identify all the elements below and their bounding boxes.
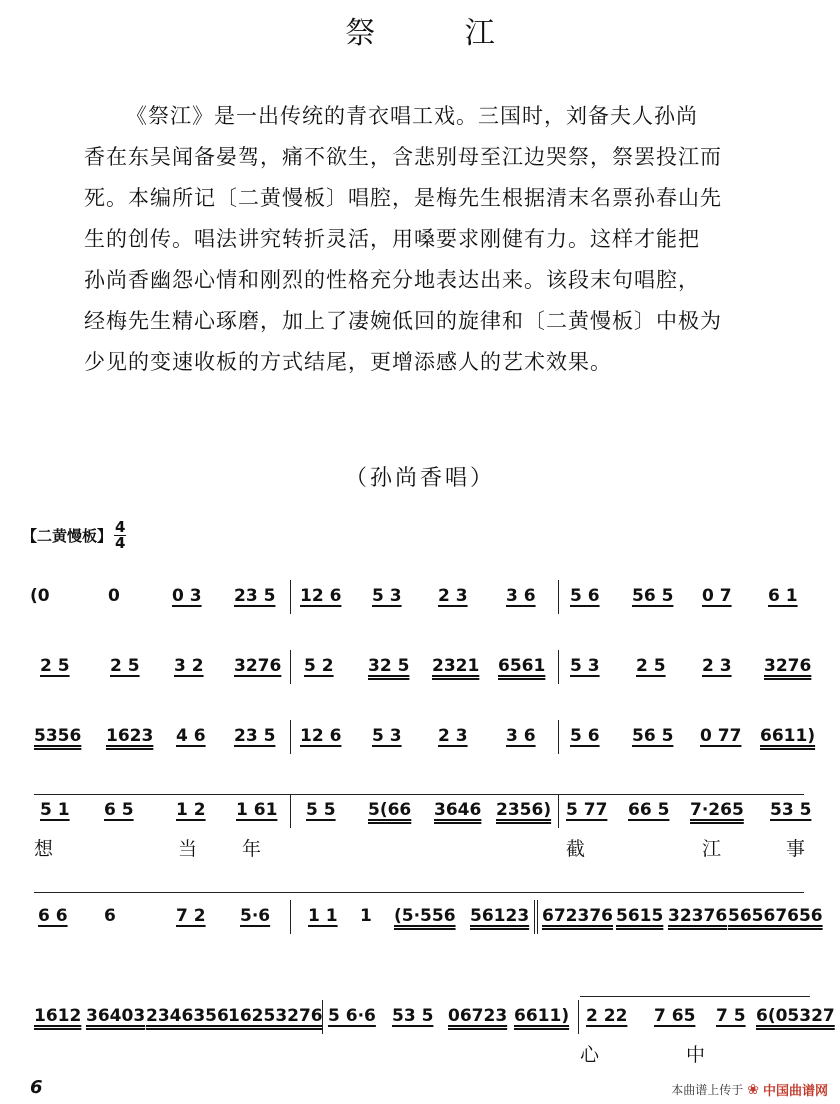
note-group: 5(66 — [368, 800, 412, 820]
lyric-char: 事 — [786, 838, 806, 860]
score-system-4 — [0, 790, 840, 860]
note-group: 2 22 — [586, 1006, 628, 1026]
lyric-char: 年 — [242, 838, 262, 860]
note-group: 2 3 — [438, 726, 468, 746]
lyric-char: 想 — [34, 838, 54, 860]
note-group: 6(05327 — [756, 1006, 835, 1026]
score-system-2 — [0, 646, 840, 716]
score-system-5 — [0, 896, 840, 966]
note-group: 2346356 — [146, 1006, 229, 1026]
note-group: 0 77 — [700, 726, 742, 746]
note-group: 6 1 — [768, 586, 798, 606]
banban-heading — [22, 517, 126, 552]
piece-title: 祭 江 — [345, 16, 535, 51]
lyric-char: 心 — [580, 1044, 600, 1066]
source-credit — [671, 1080, 828, 1099]
note-group: 2 5 — [110, 656, 140, 676]
note-group: 2 5 — [636, 656, 666, 676]
phrase-slur — [34, 794, 804, 795]
intro-line: 孙尚香幽怨心情和刚烈的性格充分地表达出来。该段末句唱腔， — [84, 268, 700, 292]
note-group: 6561 — [498, 656, 546, 676]
note-group: 23 5 — [234, 586, 276, 606]
barline — [290, 650, 291, 684]
barline — [290, 794, 291, 828]
meter-bottom: 4 — [115, 533, 126, 552]
note-group: 36403 — [86, 1006, 146, 1026]
note-group: 3276 — [234, 656, 282, 676]
site-logo-icon: ❀ — [747, 1081, 759, 1098]
lyric-char: 当 — [178, 838, 198, 860]
score-system-1 — [0, 576, 840, 646]
phrase-slur — [580, 996, 810, 997]
note-group: 7 2 — [176, 906, 206, 926]
note-group: 2 5 — [40, 656, 70, 676]
note-group: 5 3 — [570, 656, 600, 676]
note-group: 0 3 — [172, 586, 202, 606]
note-group: 16253276 — [228, 1006, 323, 1026]
barline — [534, 900, 535, 934]
phrase-slur — [34, 892, 804, 893]
note-group: 6 — [104, 906, 116, 926]
intro-line: 少见的变速收板的方式结尾，更增添感人的艺术效果。 — [84, 350, 612, 374]
note-group: 5 2 — [304, 656, 334, 676]
note-group: 5615 — [616, 906, 664, 926]
note-group: 6 6 — [38, 906, 68, 926]
note-group: 1 1 — [308, 906, 338, 926]
note-group: 56 5 — [632, 586, 674, 606]
note-group: 0 7 — [702, 586, 732, 606]
note-group: 1623 — [106, 726, 154, 746]
intro-line: 生的创传。唱法讲究转折灵活，用嗓要求刚健有力。这样才能把 — [84, 227, 700, 251]
note-group: 1612 — [34, 1006, 82, 1026]
page-number: 6 — [30, 1077, 43, 1098]
note-group: 4 6 — [176, 726, 206, 746]
barline — [322, 1000, 323, 1034]
note-group: 3276 — [764, 656, 812, 676]
note-group: 66 5 — [628, 800, 670, 820]
note-group: 6611) — [514, 1006, 570, 1026]
note-group: 2 3 — [702, 656, 732, 676]
note-group: (5·556 — [394, 906, 456, 926]
note-group: 0 — [108, 586, 120, 606]
barline — [558, 794, 559, 828]
intro-paragraph — [84, 96, 784, 383]
barline — [290, 580, 291, 614]
score-system-6 — [0, 996, 840, 1066]
note-group: 2321 — [432, 656, 480, 676]
time-signature — [114, 517, 126, 552]
barline — [290, 720, 291, 754]
note-group: 5 6·6 — [328, 1006, 376, 1026]
note-group: 7·265 — [690, 800, 744, 820]
barline — [578, 1000, 579, 1034]
note-group: 3 6 — [506, 586, 536, 606]
note-group: 53 5 — [770, 800, 812, 820]
note-group: 2 3 — [438, 586, 468, 606]
note-group: 5 5 — [306, 800, 336, 820]
note-group: 5 6 — [570, 726, 600, 746]
note-group: 6611) — [760, 726, 816, 746]
lyric-char: 中 — [686, 1044, 706, 1066]
note-group: 5356 — [34, 726, 82, 746]
banban-label: 【二黄慢板】 — [22, 526, 113, 545]
note-group: 5·6 — [240, 906, 271, 926]
note-group: 53 5 — [392, 1006, 434, 1026]
note-group: 12 6 — [300, 586, 342, 606]
note-group: 5 1 — [40, 800, 70, 820]
intro-line: 死。本编所记〔二黄慢板〕唱腔，是梅先生根据清末名票孙春山先 — [84, 186, 722, 210]
note-group: 1 61 — [236, 800, 278, 820]
note-group: 1 2 — [176, 800, 206, 820]
note-group: 5 77 — [566, 800, 608, 820]
note-group: 3646 — [434, 800, 482, 820]
note-group: 56 5 — [632, 726, 674, 746]
note-group: 7 65 — [654, 1006, 696, 1026]
intro-line: 《祭江》是一出传统的青衣唱工戏。三国时，刘备夫人孙尚 — [126, 104, 698, 128]
note-group: 23 5 — [234, 726, 276, 746]
note-group: 6 5 — [104, 800, 134, 820]
barline — [290, 900, 291, 934]
source-brand: 中国曲谱网 — [762, 1084, 828, 1099]
note-group: 5 6 — [570, 586, 600, 606]
source-prefix: 本曲谱上传于 — [671, 1083, 744, 1097]
lyric-char: 截 — [566, 838, 586, 860]
intro-line: 经梅先生精心琢磨，加上了凄婉低回的旋律和〔二黄慢板〕中极为 — [84, 309, 722, 333]
note-group: 32 5 — [368, 656, 410, 676]
note-group: 5 3 — [372, 586, 402, 606]
barline — [558, 720, 559, 754]
note-group: 32376 — [668, 906, 728, 926]
note-group: (0 — [30, 586, 50, 606]
note-group: 5 3 — [372, 726, 402, 746]
note-group: 2356) — [496, 800, 552, 820]
meter-top: 4 — [115, 517, 126, 536]
note-group: 7 5 — [716, 1006, 746, 1026]
note-group: 672376 — [542, 906, 613, 926]
note-group: 3 6 — [506, 726, 536, 746]
lyric-char: 江 — [702, 838, 722, 860]
barline — [558, 650, 559, 684]
note-group: 56567656 — [728, 906, 823, 926]
note-group: 3 2 — [174, 656, 204, 676]
note-group: 12 6 — [300, 726, 342, 746]
note-group: 1 — [360, 906, 372, 926]
note-group: 56123 — [470, 906, 530, 926]
note-group: 06723 — [448, 1006, 508, 1026]
barline — [558, 580, 559, 614]
intro-line: 香在东吴闻备晏驾，痛不欲生，含悲别母至江边哭祭，祭罢投江而 — [84, 145, 722, 169]
score-system-3 — [0, 716, 840, 786]
singer-label: （孙尚香唱） — [344, 466, 495, 491]
